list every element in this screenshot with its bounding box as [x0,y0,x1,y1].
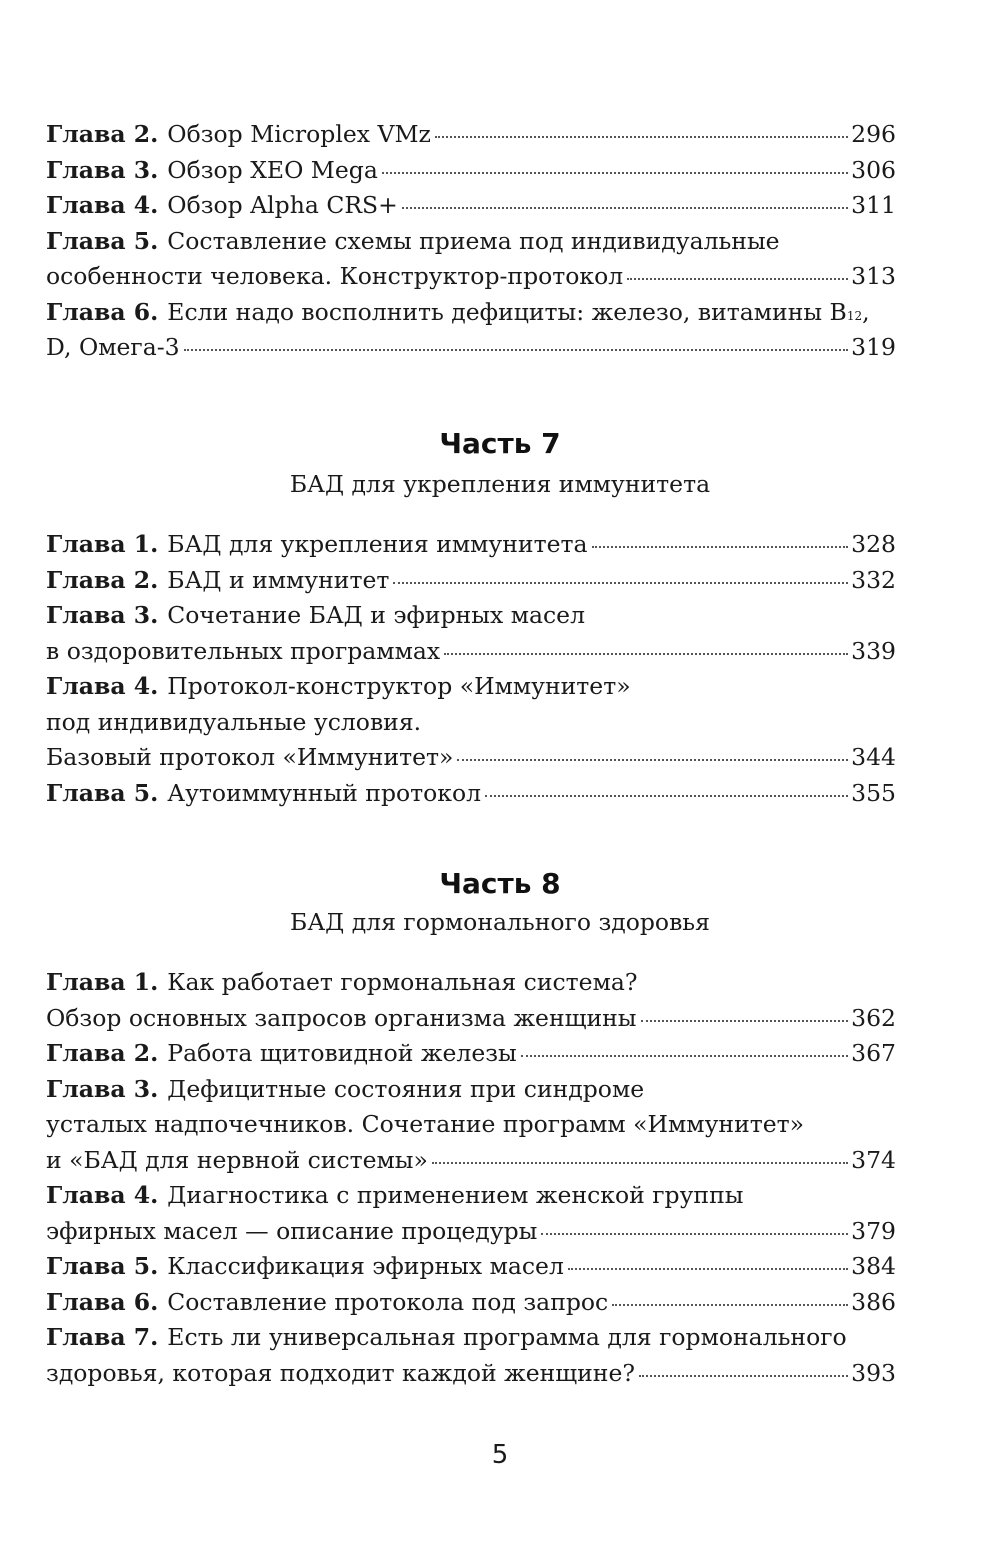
chapter-label: Глава 2. [46,1039,159,1067]
toc-line [46,330,896,366]
page-ref: 379 [851,1216,896,1245]
toc-line [46,598,896,634]
dot-leader [568,1263,848,1270]
toc-line [46,153,896,189]
toc-line [46,563,896,599]
chapter-title: Диагностика с применением женской группы [167,1181,744,1209]
chapter-title: Как работает гормональная система? [167,968,638,996]
toc-line [46,1001,896,1037]
chapter-label: Глава 6. [46,1287,159,1316]
chapter-label: Глава 3. [46,601,159,629]
chapter-title: Обзор Alpha CRS+ [167,191,398,219]
toc-line [46,1107,896,1143]
chapter-title: Составление схемы приема под индивидуальные [167,226,780,255]
toc-entry [46,117,896,153]
toc-entry [46,188,896,224]
dot-leader [641,1015,849,1022]
chapter-title: Дефицитные состояния при синдроме [167,1074,645,1103]
toc-line [46,1143,896,1179]
dot-leader [639,1370,848,1377]
chapter-label: Глава 4. [46,672,159,700]
chapter-title: БАД и иммунитет [167,565,390,594]
page-ref: 393 [851,1358,896,1387]
toc-line [46,527,896,563]
chapter-title: и «БАД для нервной системы» [46,1145,428,1174]
toc-line [46,1320,896,1356]
chapter-title: Составление протокола под запрос [167,1287,609,1316]
toc-entry [46,295,896,366]
page-ref: 328 [851,530,896,558]
chapter-title: Обзор основных запросов организма женщины [46,1003,637,1032]
toc-line [46,1178,896,1214]
chapter-title: Классификация эфирных масел [167,1252,564,1280]
page-number: 5 [491,1440,509,1470]
toc-entry [46,153,896,189]
toc-entry [46,776,896,812]
toc-line [46,1072,896,1108]
toc-line [46,1036,896,1072]
page-ref: 296 [851,120,896,148]
toc-entry [46,1178,896,1249]
page-ref: 306 [851,155,896,184]
toc-entry [46,1285,896,1321]
dot-leader [435,131,848,138]
dot-leader [444,648,848,655]
toc-line [46,188,896,224]
toc-entry [46,965,896,1036]
toc-line [46,117,896,153]
toc-entry [46,1036,896,1072]
chapter-label: Глава 3. [46,155,159,184]
dot-leader [382,167,848,174]
toc-line [46,1356,896,1392]
part-8-subtitle: БАД для гормонального здоровья [290,908,710,936]
toc-line: Глава 6. Если надо восполнить дефициты: железо, витамины B 12 , [46,295,896,331]
chapter-label: Глава 2. [46,120,159,148]
toc-line [46,740,896,776]
part-7-heading: Часть 7 [439,427,561,460]
chapter-label: Глава 5. [46,226,159,255]
chapter-label: Глава 2. [46,565,159,594]
page-ref: 367 [851,1039,896,1067]
toc-part-7 [46,527,896,811]
chapter-label: Глава 5. [46,1252,159,1280]
dot-leader [612,1299,848,1306]
toc-line [46,259,896,295]
chapter-title: Обзор Microplex VMz [167,120,431,148]
part-8-heading: Часть 8 [439,867,561,900]
toc-line [46,776,896,812]
chapter-label: Глава 4. [46,1181,159,1209]
chapter-title: Базовый протокол «Иммунитет» [46,743,454,771]
page-ref: 374 [851,1145,896,1174]
chapter-title: Протокол-конструктор «Иммунитет» [167,672,631,700]
toc-line [46,634,896,670]
subscript-suffix: , [862,297,870,326]
toc-line [46,965,896,1001]
dot-leader [457,754,848,761]
chapter-label: Глава 5. [46,778,159,807]
chapter-label: Глава 6. [46,297,159,326]
page-ref: 355 [851,778,896,807]
chapter-title: Аутоиммунный протокол [167,778,482,807]
chapter-title: БАД для укрепления иммунитета [167,530,588,558]
chapter-title: в оздоровительных программах [46,636,441,665]
toc-entry [46,224,896,295]
page-ref: 311 [851,191,896,219]
chapter-label: Глава 3. [46,1074,159,1103]
toc-section-top [46,117,896,366]
page-ref: 344 [851,743,896,771]
chapter-label: Глава 1. [46,968,159,996]
chapter-title: эфирных масел — описание процедуры [46,1216,538,1245]
chapter-title: усталых надпочечников. Сочетание программ «Иммунитет» [46,1110,805,1138]
page-ref: 362 [851,1003,896,1032]
chapter-title: Если надо восполнить дефициты: железо, витамины B [167,297,847,326]
page-ref: 319 [851,333,896,361]
chapter-title: под индивидуальные условия. [46,707,422,736]
toc-line [46,1249,896,1285]
dot-leader [521,1050,848,1057]
chapter-title: Обзор XEO Mega [167,155,378,184]
toc-entry [46,527,896,563]
chapter-title: Есть ли универсальная программа для гормонального [167,1323,847,1351]
chapter-title: D, Омега-3 [46,333,180,361]
page-ref: 386 [851,1287,896,1316]
chapter-label: Глава 7. [46,1323,159,1351]
toc-entry [46,669,896,776]
dot-leader [393,577,848,584]
toc-line [46,1285,896,1321]
page-ref: 332 [851,565,896,594]
dot-leader [402,202,848,209]
dot-leader [592,541,849,548]
chapter-label: Глава 4. [46,191,159,219]
chapter-title: здоровья, которая подходит каждой женщине? [46,1358,635,1387]
toc-part-8 [46,965,896,1391]
page-ref: 313 [851,262,896,290]
toc-entry [46,563,896,599]
chapter-title: Работа щитовидной железы [167,1039,517,1067]
dot-leader [432,1157,848,1164]
page-ref: 339 [851,636,896,665]
page-ref: 384 [851,1252,896,1280]
chapter-title: Сочетание БАД и эфирных масел [167,601,585,629]
toc-entry [46,1249,896,1285]
toc-line [46,224,896,260]
toc-entry [46,598,896,669]
chapter-label: Глава 1. [46,530,159,558]
toc-line [46,1214,896,1250]
part-7-subtitle: БАД для укрепления иммунитета [289,470,711,498]
toc-entry [46,1072,896,1179]
toc-line [46,669,896,705]
dot-leader [541,1228,848,1235]
dot-leader [485,790,848,797]
dot-leader [184,344,849,351]
chapter-title: особенности человека. Конструктор-протокол [46,262,624,290]
toc-line [46,705,896,741]
dot-leader [627,273,848,280]
toc-entry [46,1320,896,1391]
